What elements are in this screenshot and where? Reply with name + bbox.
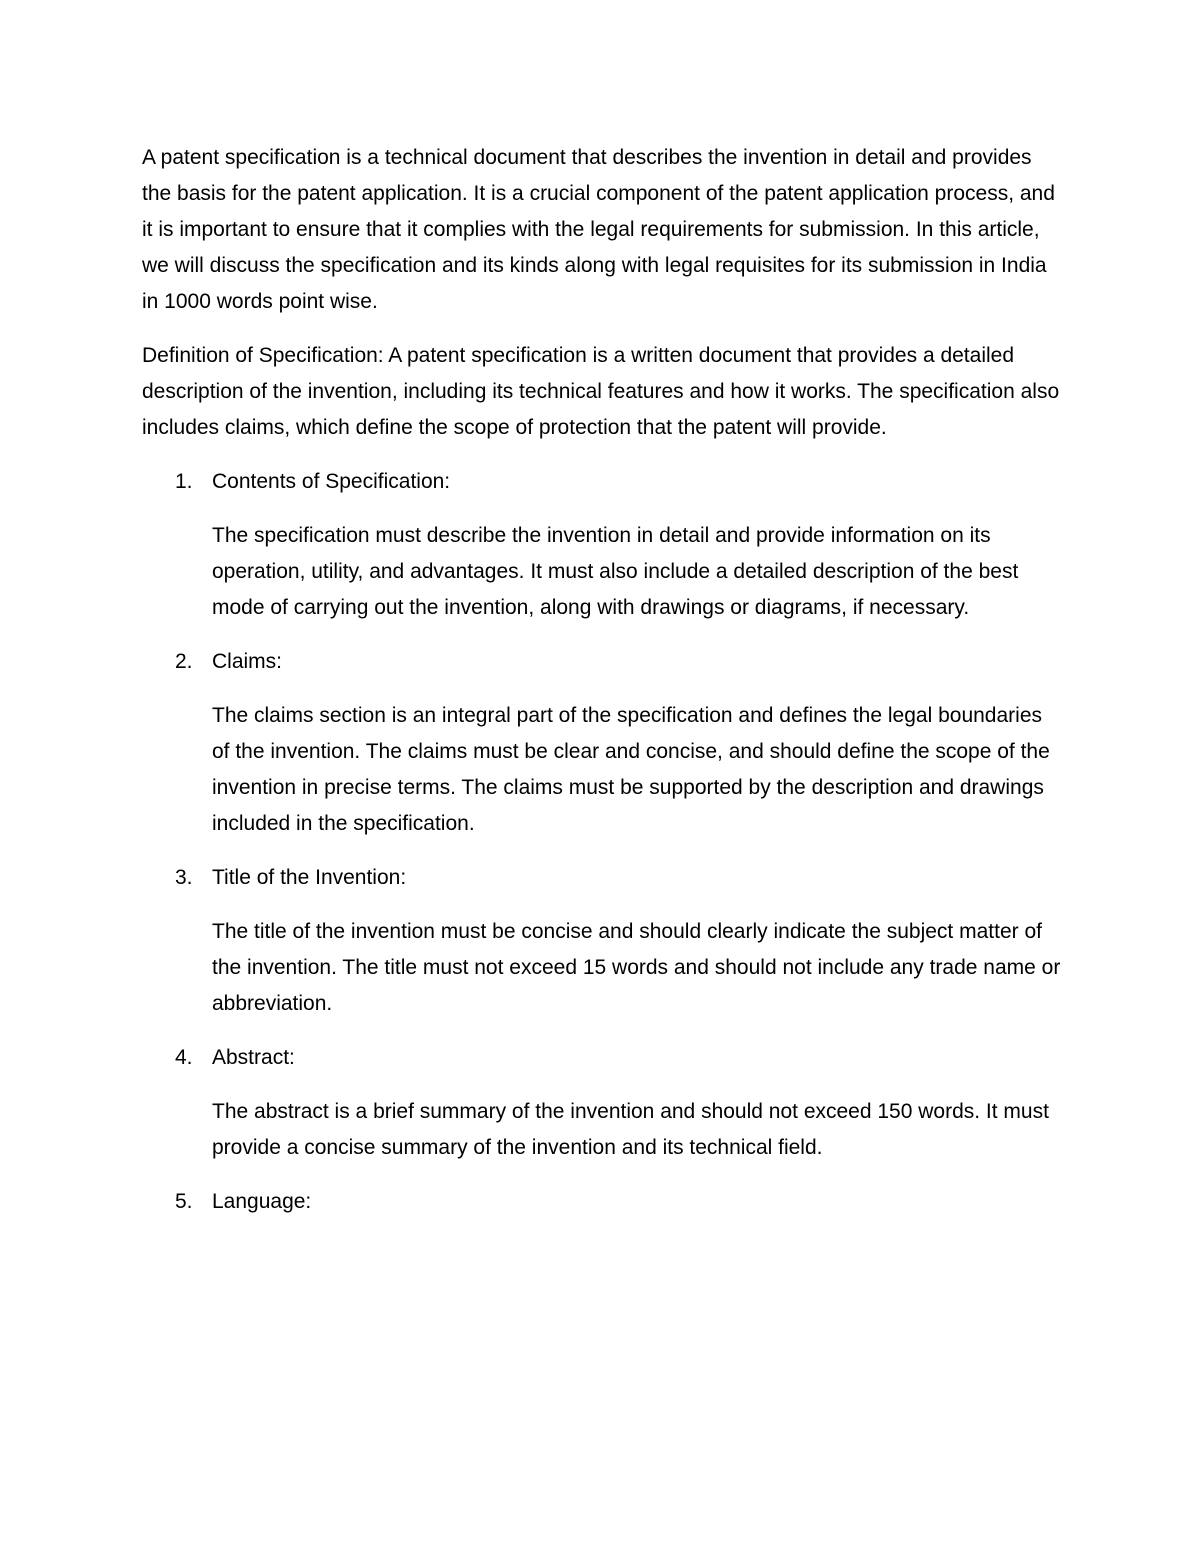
- list-item-body: The title of the invention must be concise and should clearly indicate the subject matter of the invention. The title must not exceed 15 words and should not include any trade name or abbreviation.: [212, 920, 1061, 1015]
- list-item-body: The claims section is an integral part of the specification and defines the legal boundaries of the invention. The claims must be clear and concise, and should define the scope of the invention in precise terms. The claims must be supported by the description and drawings included in the specification.: [212, 704, 1050, 835]
- list-item-number: 4.: [175, 1046, 193, 1069]
- list-item: [142, 1184, 1062, 1220]
- list-item-number: 2.: [175, 650, 193, 673]
- list-item-body: The specification must describe the invention in detail and provide information on its operation, utility, and advantages. It must also include a detailed description of the best mode of carrying out the invention, along with drawings or diagrams, if necessary.: [212, 524, 1019, 619]
- list-item-number: 1.: [175, 470, 193, 493]
- list-item-heading: Claims:: [212, 650, 283, 673]
- definition-paragraph: Definition of Specification: A patent specification is a written document that provides a detailed description of the invention, including its technical features and how it works. The specification also includes claims, which define the scope of protection that the patent will provide.: [142, 344, 1060, 439]
- list-item-heading: Language:: [212, 1190, 312, 1213]
- list-item: [142, 1040, 1062, 1166]
- list-item: [142, 860, 1062, 1022]
- list-item-body: The abstract is a brief summary of the invention and should not exceed 150 words. It must provide a concise summary of the invention and its technical field.: [212, 1100, 1049, 1159]
- list-item: [142, 464, 1062, 626]
- intro-paragraph: A patent specification is a technical document that describes the invention in detail and provides the basis for the patent application. It is a crucial component of the patent application process, and it is important to ensure that it complies with the legal requirements for submission. In this article, we will discuss the specification and its kinds along with legal requisites for its submission in India in 1000 words point wise.: [142, 146, 1055, 313]
- list-item-number: 5.: [175, 1190, 193, 1213]
- specification-list: [142, 464, 1062, 1220]
- list-item-heading: Title of the Invention:: [212, 866, 407, 889]
- list-item-heading: Abstract:: [212, 1046, 295, 1069]
- list-item-heading: Contents of Specification:: [212, 470, 451, 493]
- list-item: [142, 644, 1062, 842]
- list-item-number: 3.: [175, 866, 193, 889]
- document-page: [142, 140, 1062, 1238]
